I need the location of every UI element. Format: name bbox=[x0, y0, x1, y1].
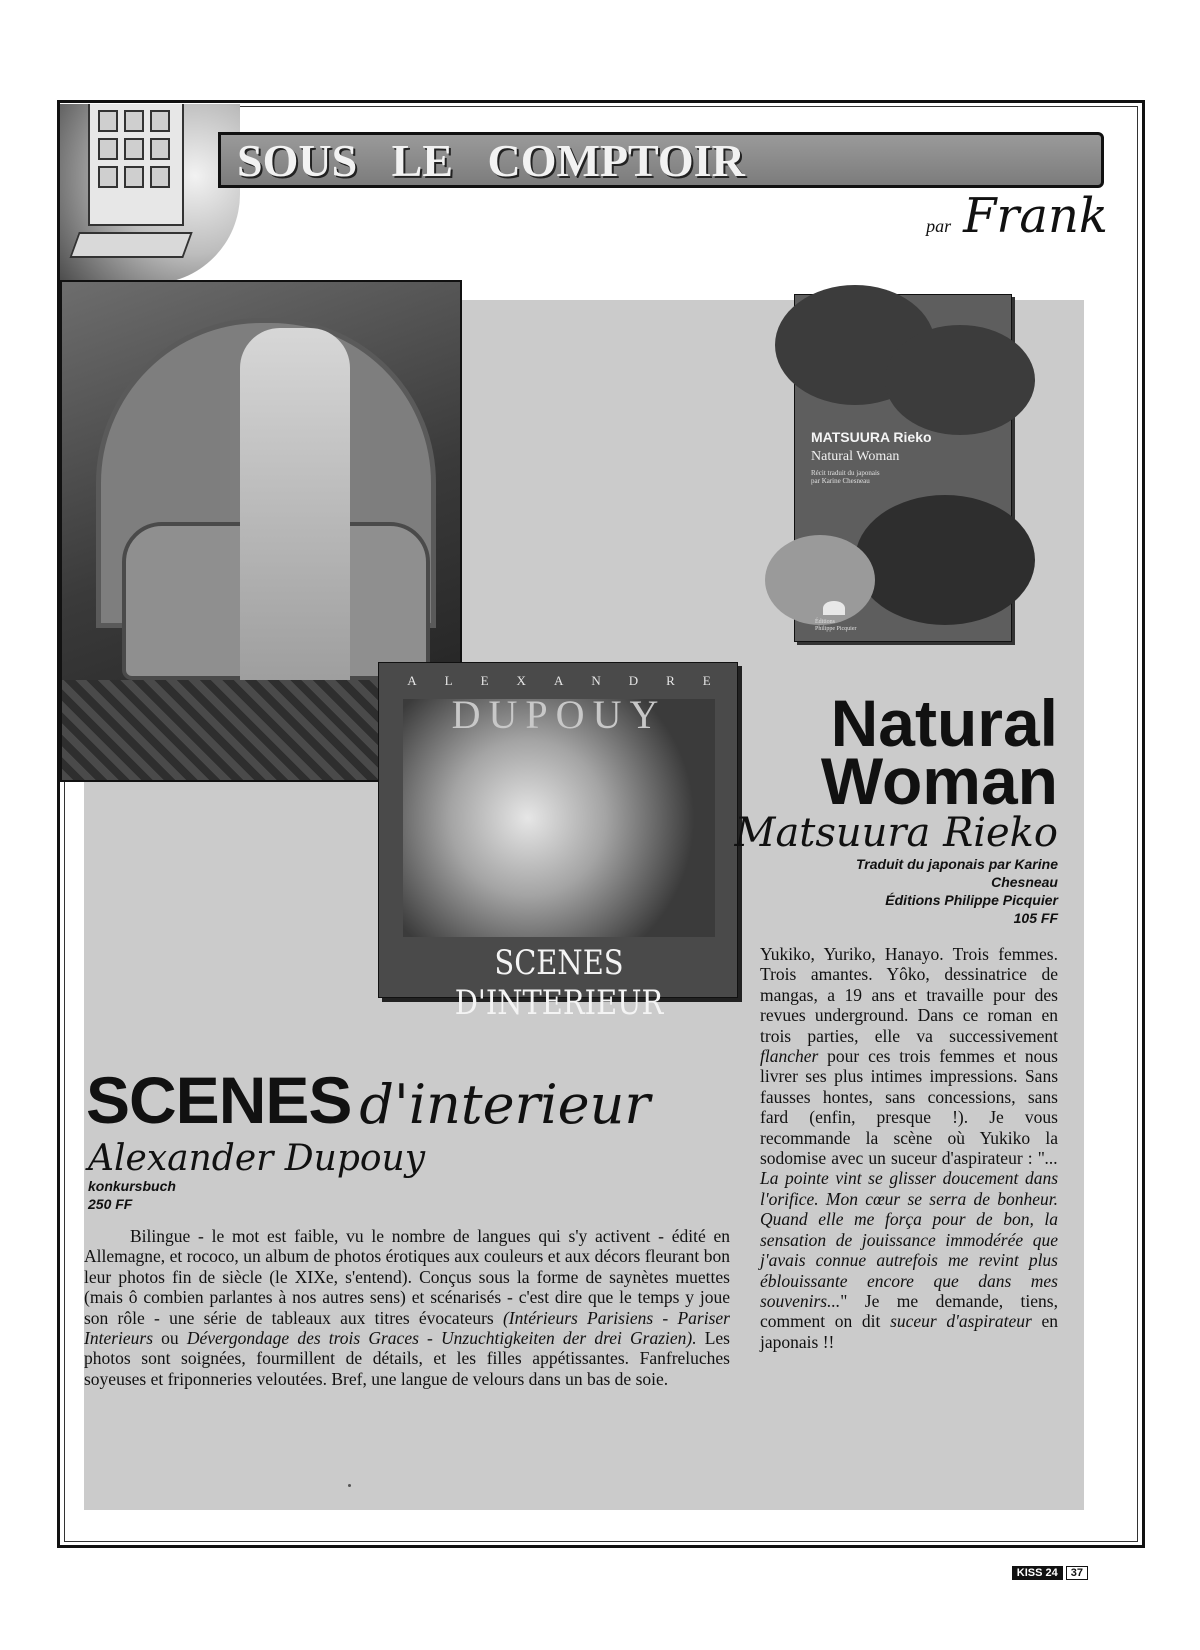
review-price: 105 FF bbox=[1013, 910, 1058, 926]
page-number: 37 bbox=[1066, 1566, 1088, 1580]
review-title-natural-woman: Natural Woman bbox=[820, 686, 1058, 818]
book-cover-publisher: Philippe Picquier bbox=[815, 626, 857, 632]
header-door-sphere-illustration bbox=[60, 104, 240, 284]
review-title-sub: d'interieur bbox=[359, 1073, 651, 1136]
review-body-natural-woman: Yukiko, Yuriko, Hanayo. Trois femmes. Trois amantes. Yôko, dessinatrice de mangas, a 19 ans et travaille pour des revues underground. Dans ce roman en trois parties, elle va successivement flancher pour ces trois femmes et nous livrer ses plus intimes impressions. Sans fausses hontes, sans concessions, sans fard (enfin, presque !). Je vous recommande la scène où Yukiko la sodomise avec un suceur d'aspirateur : "... La pointe vint se glisser doucement dans l'orifice. Mon cœur se serra de bonheur. Quand elle me força pour de bon, la sensation de jouissance immodérée que j'avais connue autrefois me revint plus éblouissante encore que dans mes souvenirs..." Je me demande, tiens, comment on dit suceur d'aspirateur en japonais !! bbox=[760, 944, 1058, 1352]
book-cover-subtitle: par Karine Chesneau bbox=[811, 477, 870, 485]
review-title-scenes bbox=[86, 1062, 650, 1138]
review-title-main: SCENES bbox=[86, 1063, 352, 1137]
print-speck bbox=[348, 1484, 351, 1487]
book-cover-title: SCENES D'INTERIEUR bbox=[454, 943, 664, 1023]
review-publisher: Éditions Philippe Picquier bbox=[885, 892, 1058, 908]
book-cover-title: Natural Woman bbox=[811, 449, 900, 464]
book-cover-natural-woman bbox=[794, 294, 1012, 642]
header-banner bbox=[218, 132, 1104, 188]
doormat-icon bbox=[69, 232, 192, 258]
book-cover-author: MATSUURA Rieko bbox=[811, 429, 932, 445]
book-cover-author-last: DUPOUY bbox=[451, 692, 667, 737]
book-cover-scenes-dinterieur bbox=[378, 662, 739, 1023]
review-author: Alexander Dupouy bbox=[88, 1138, 426, 1179]
review-price: 250 FF bbox=[88, 1196, 133, 1212]
review-body-scenes: Bilingue - le mot est faible, vu le nombre de langues qui s'y activent - édité en Allemagne, et rococo, un album de photos érotiques aux couleurs et aux décors fleurant bon leur photos fin de siècle (le XIXe, s'entend). Conçus sous la forme de saynètes muettes (mais ô combien parlantes à nos autres sens) et scénarisés - c'est dire que le temps y joue son rôle - une série de tableaux aux titres évocateurs (Intérieurs Parisiens - Pariser Interieurs ou Dévergondage des trois Graces - Unzuchtigkeiten der drei Grazien). Les photos sont soignées, fourmillent de détails, et les filles appétissantes. Fanfreluches soyeuses et friponneries veloutées. Bref, une langue de velours dans un bas de soie. bbox=[84, 1226, 730, 1389]
review-translator: Traduit du japonais par Karine bbox=[855, 856, 1058, 872]
publisher-logo-icon bbox=[823, 601, 845, 615]
magazine-issue-label: KISS 24 bbox=[1012, 1566, 1063, 1580]
page-footer bbox=[1012, 1566, 1088, 1580]
book-cover-subtitle: Récit traduit du japonais bbox=[811, 469, 880, 477]
review-translator: Chesneau bbox=[991, 874, 1058, 890]
byline-author: Frank bbox=[963, 188, 1108, 244]
door-icon bbox=[88, 104, 184, 226]
byline-prefix: par bbox=[926, 216, 952, 236]
book-cover-publisher: Éditions bbox=[815, 619, 836, 625]
book-cover-author-first: ALEXANDRE bbox=[407, 673, 739, 688]
byline bbox=[926, 188, 1108, 244]
review-author: Matsuura Rieko bbox=[734, 810, 1058, 856]
review-publisher: konkursbuch bbox=[88, 1178, 176, 1194]
section-title: SOUS LE COMPTOIR bbox=[237, 134, 745, 186]
